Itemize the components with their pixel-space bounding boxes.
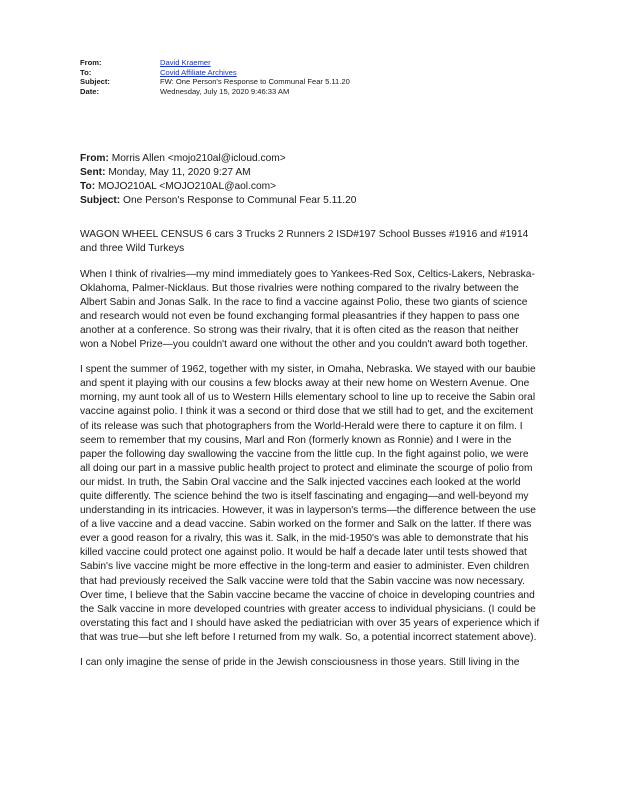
header-from-label: From: [80, 58, 102, 67]
forwarded-from-label: From: [80, 153, 109, 164]
forwarded-to-value: MOJO210AL <MOJO210AL@aol.com> [97, 181, 277, 193]
forwarded-from-value: Morris Allen <mojo210al@icloud.com> [111, 153, 286, 164]
rivalries-paragraph: When I think of rivalries—my mind immediately goes to Yankees-Red Sox, Celtics-Lakers, Nebraska-Oklahoma, Palmer-Nicklaus. But those rivalries were nothing compared to the rivalry between the Albert Sabin and Jonas Salk. In the race to find a vaccine against Polio, these two giants of science and research would not even be found exchanging formal pleasantries if they happen to pass one another at a conference. So strong was their rivalry, that it is often cited as the reason that neither won a Nobel Prize—you couldn't award one without the other and you couldn't award both together. [80, 268, 535, 351]
jewish-consciousness-paragraph: I can only imagine the sense of pride in the Jewish consciousness in those years. Still living in the [80, 657, 520, 668]
email-header [80, 58, 350, 96]
header-from-row [80, 58, 350, 68]
header-date-row [80, 87, 350, 97]
email-body [80, 152, 540, 681]
forwarded-from-line [80, 152, 540, 166]
forwarded-subject-label: Subject: [80, 195, 121, 207]
forwarded-subject-line [80, 194, 540, 208]
forwarded-sent-value: Monday, May 11, 2020 9:27 AM [108, 167, 251, 179]
forwarded-to-label: To: [80, 181, 96, 193]
header-subject-value: FW: One Person's Response to Communal Fear 5.11.20 [160, 77, 350, 87]
forwarded-to-line [80, 180, 540, 194]
header-subject-row [80, 77, 350, 87]
forwarded-subject-value: One Person's Response to Communal Fear 5.11.20 [123, 195, 357, 207]
census-paragraph: WAGON WHEEL CENSUS 6 cars 3 Trucks 2 Runners 2 ISD#197 School Busses #1916 and #1914 and three Wild Turkeys [80, 229, 529, 255]
header-to-link[interactable]: Covid Affiliate Archives [160, 67, 237, 77]
header-to-row [80, 68, 350, 78]
header-subject-label: Subject: [80, 77, 110, 87]
header-date-label: Date: [80, 86, 99, 96]
header-date-value: Wednesday, July 15, 2020 9:46:33 AM [160, 86, 290, 96]
summer-1962-paragraph: I spent the summer of 1962, together with my sister, in Omaha, Nebraska. We stayed with our baubie and spent it playing with our cousins a few blocks away at their new home on Western Avenue. One morning, my aunt took all of us to Western Hills elementary school to line up to receive the Sabin oral vaccine against polio. I think it was a second or third dose that we still had to get, and the excitement of its release was such that photographers from the World-Herald were there to capture it on film. I seem to remember that my cousins, Marl and Ron (formerly known as Ronnie) and I were in the paper the following day swallowing the vaccine from the little cup. In the fight against polio, we were all doing our part in a massive public health project to protect and eliminate the scourge of polio from our midst. In truth, the Sabin Oral vaccine and the Salk injected vaccines each looked at the world quite differently. The science behind the two is itself fascinating and engaging—and well-beyond my understanding in its intricacies. However, it was in layperson's terms—the difference between the use of a live vaccine and a dead vaccine. Sabin worked on the former and Salk on the latter. If there was ever a good reason for a rivalry, this was it. Salk, in the mid-1950's was able to demonstrate that his killed vaccine could protect one against polio. It would be half a decade later until tests showed that Sabin's live vaccine might be more effective in the long-term and easier to administer. Even children that had previously received the Salk vaccine were told that the Sabin vaccine was now necessary. Over time, I believe that the Sabin vaccine became the vaccine of choice in developing countries and the Salk vaccine in more developed countries with greater access to individual physicians. (I could be overstating this fact and I should have asked the pediatrician with over 35 years of experience which if that was true—but she left before I returned from my walk. So, a potential incorrect statement above). [80, 364, 540, 643]
forwarded-sent-line [80, 166, 540, 180]
forwarded-meta [80, 152, 540, 208]
forwarded-sent-label: Sent: [80, 167, 106, 179]
header-from-link[interactable]: David Kraemer [160, 58, 211, 67]
header-to-label: To: [80, 67, 92, 77]
